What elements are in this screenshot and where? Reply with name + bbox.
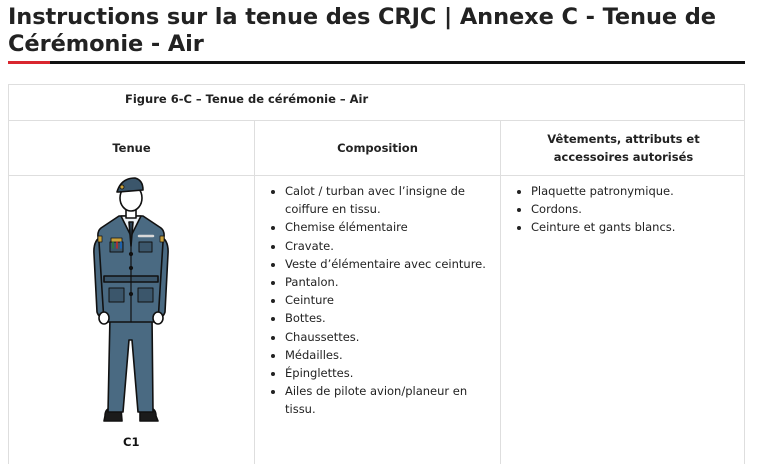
title-rule	[8, 61, 745, 64]
list-item: • Médailles.	[285, 346, 500, 364]
header-tenue: Tenue	[112, 141, 151, 155]
list-item: • Épinglettes.	[285, 364, 500, 382]
list-item: • Plaquette patronymique.	[531, 182, 746, 200]
list-item: • Bottes.	[285, 309, 500, 327]
list-item: • Chaussettes.	[285, 328, 500, 346]
header-accessories: Vêtements, attributs et accessoires autorisés	[547, 132, 700, 164]
caption-row	[9, 85, 744, 121]
table-caption: Figure 6-C – Tenue de cérémonie – Air	[125, 92, 369, 106]
list-item: • Chemise élémentaire	[285, 218, 500, 236]
composition-cell	[255, 182, 500, 419]
list-item: • Veste d’élémentaire avec ceinture.	[285, 255, 500, 273]
list-item: • Calot / turban avec l’insigne de coiffure en tissu.	[285, 182, 500, 218]
list-item: • Ceinture et gants blancs.	[531, 218, 746, 236]
list-item: • Ceinture	[285, 291, 500, 309]
list-item: • Ailes de pilote avion/planeur en tissu.	[285, 382, 500, 418]
list-item: • Cravate.	[285, 237, 500, 255]
page-title: Instructions sur la tenue des CRJC | Annexe C - Tenue de Cérémonie - Air	[8, 4, 716, 57]
header-composition: Composition	[337, 141, 418, 155]
uniform-figure-icon	[9, 176, 254, 436]
accessories-cell	[501, 182, 746, 237]
accessories-list	[501, 182, 746, 237]
title-rule-accent	[8, 61, 50, 64]
figure-label: C1	[123, 435, 140, 449]
header-row	[9, 121, 744, 176]
composition-list	[255, 182, 500, 419]
list-item: • Cordons.	[531, 200, 746, 218]
table-row	[9, 176, 744, 466]
tenue-cell	[9, 176, 254, 466]
uniform-table	[8, 84, 745, 464]
list-item: • Pantalon.	[285, 273, 500, 291]
